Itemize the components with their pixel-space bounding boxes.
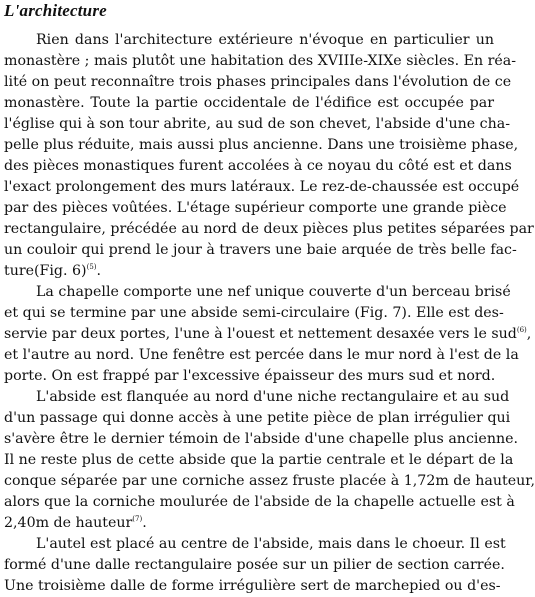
line-text: l'exact prolongement des murs latéraux. Le rez-de-chaussée est occupé	[4, 179, 520, 195]
text-line	[4, 576, 501, 597]
line-text: et l'autre au nord. Une fenêtre est percée dans le mur nord à l'est de la	[4, 347, 519, 363]
line-text: par des pièces voûtées. L'étage supérieur comporte une grande pièce	[4, 200, 507, 216]
line-text: ture(Fig. 6)	[4, 263, 87, 279]
section-heading: L'architecture	[4, 1, 107, 20]
line-text: L'abside est flanquée au nord d'une niche rectangulaire et au sud	[36, 389, 510, 405]
line-text: monastère. Toute la partie occidentale de l'édifice est occupée par	[4, 95, 494, 111]
text-line	[4, 408, 511, 429]
line-text: La chapelle comporte une nef unique couverte d'un berceau brisé	[36, 284, 511, 300]
line-punctuation: .	[142, 515, 147, 531]
text-line	[4, 324, 532, 345]
line-text: rectangulaire, précédée au nord de deux pièces plus petites séparées par	[4, 221, 534, 237]
text-line	[4, 177, 520, 198]
text-line	[4, 429, 519, 450]
footnote-ref: (6)	[516, 326, 527, 334]
text-line	[4, 156, 512, 177]
text-line	[36, 387, 510, 408]
line-text: s'avère être le dernier témoin de l'abside d'une chapelle plus ancienne.	[4, 431, 519, 447]
text-line	[4, 240, 517, 261]
text-line	[36, 534, 506, 555]
line-text: L'autel est placé au centre de l'abside, mais dans le choeur. Il est	[36, 536, 506, 552]
text-line	[4, 450, 514, 471]
text-line	[4, 93, 494, 114]
line-punctuation: .	[96, 263, 102, 279]
text-line	[4, 135, 519, 156]
text-line	[4, 198, 507, 219]
text-line	[4, 345, 519, 366]
text-line	[4, 219, 534, 240]
text-line	[4, 492, 515, 513]
line-text: Il ne reste plus de cette abside que la partie centrale et le départ de la	[4, 452, 514, 468]
line-text: monastère ; mais plutôt une habitation des XVIIIe-XIXe siècles. En réa-	[4, 53, 517, 69]
text-line	[36, 282, 511, 303]
line-text: des pièces monastiques furent accolées à ce noyau du côté est et dans	[4, 158, 512, 174]
text-line	[4, 72, 512, 93]
line-text: un couloir qui prend le jour à travers une baie arquée de très belle fac-	[4, 242, 517, 258]
line-text: d'un passage qui donne accès à une petite pièce de plan irrégulier qui	[4, 410, 511, 426]
footnote-ref: (7)	[132, 515, 143, 523]
text-line	[4, 555, 505, 576]
text-line	[4, 261, 494, 282]
text-line	[4, 366, 494, 387]
line-text: porte. On est frappé par l'excessive épaisseur des murs sud et nord.	[4, 368, 496, 384]
line-text: pelle plus réduite, mais aussi plus ancienne. Dans une troisième phase,	[4, 137, 519, 153]
line-text: conque séparée par une corniche assez fruste placée à 1,72m de hauteur,	[4, 473, 535, 489]
line-text: Rien dans l'architecture extérieure n'évoque en particulier un	[36, 32, 494, 48]
line-text: alors que la corniche moulurée de l'abside de la chapelle actuelle est à	[4, 494, 515, 510]
line-punctuation: ,	[526, 326, 532, 342]
text-line	[4, 303, 504, 324]
text-line	[4, 51, 517, 72]
line-text: l'église qui à son tour abrite, au sud de son chevet, l'abside d'une cha-	[4, 116, 510, 132]
line-text: lité on peut reconnaître trois phases principales dans l'évolution de ce	[4, 74, 512, 90]
line-text: Une troisième dalle de forme irrégulière sert de marchepied ou d'es-	[4, 578, 501, 594]
text-line	[4, 471, 535, 492]
line-text: et qui se termine par une abside semi-circulaire (Fig. 7). Elle est des-	[4, 305, 504, 321]
line-text: servie par deux portes, l'une à l'ouest et nettement desaxée vers le sud	[4, 326, 517, 342]
line-text: 2,40m de hauteur	[4, 515, 133, 531]
footnote-ref: (5)	[86, 263, 97, 271]
text-line	[36, 30, 494, 51]
text-line	[4, 513, 494, 534]
text-line	[4, 114, 510, 135]
line-text: formé d'une dalle rectangulaire posée sur un pilier de section carrée.	[4, 557, 505, 573]
